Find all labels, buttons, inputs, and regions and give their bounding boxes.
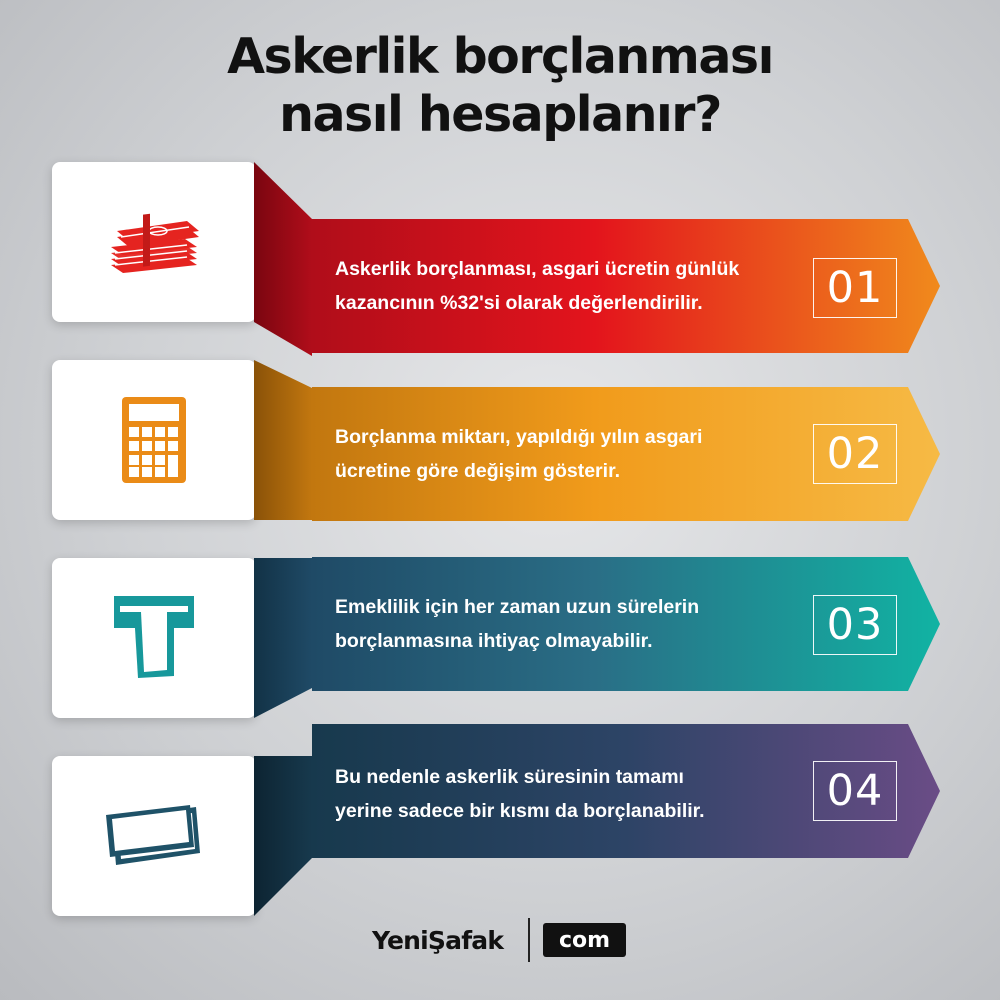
step-2-line-2: ücretine göre değişim gösterir. — [335, 460, 620, 482]
step-1-text — [335, 252, 805, 320]
atm-receipt-icon — [114, 596, 194, 680]
money-stack-icon — [107, 209, 201, 275]
step-4 — [0, 756, 1000, 926]
step-1-number: 01 — [813, 258, 897, 318]
step-1-icon-card — [52, 162, 256, 322]
step-2-line-1: Borçlanma miktarı, yapıldığı yılın asgari — [335, 426, 703, 448]
step-3-fold — [254, 558, 316, 752]
step-2-number: 02 — [813, 424, 897, 484]
domain-badge[interactable]: com — [543, 923, 626, 957]
footer — [0, 918, 1000, 966]
calculator-icon — [122, 397, 186, 483]
step-4-icon-card — [52, 756, 256, 916]
page-title — [0, 28, 1000, 144]
step-2-fold — [254, 360, 316, 554]
step-1-line-1: Askerlik borçlanması, asgari ücretin günlük — [335, 258, 740, 280]
brand-logo[interactable]: YeniŞafak — [372, 926, 504, 955]
step-4-text — [335, 760, 805, 828]
step-3-line-2: borçlanmasına ihtiyaç olmayabilir. — [335, 630, 653, 652]
title-line-2: nasıl hesaplanır? — [279, 86, 721, 143]
step-3-text — [335, 590, 805, 658]
step-3-icon-card — [52, 558, 256, 718]
step-2-text — [335, 420, 805, 488]
step-4-number: 04 — [813, 761, 897, 821]
step-3 — [0, 558, 1000, 728]
step-1 — [0, 162, 1000, 332]
step-4-line-1: Bu nedenle askerlik süresinin tamamı — [335, 766, 684, 788]
footer-divider — [528, 918, 530, 962]
banknotes-icon — [104, 805, 204, 867]
step-1-fold — [254, 162, 316, 356]
step-3-line-1: Emeklilik için her zaman uzun sürelerin — [335, 596, 700, 618]
step-3-number: 03 — [813, 595, 897, 655]
step-2 — [0, 360, 1000, 530]
step-2-icon-card — [52, 360, 256, 520]
step-4-line-2: yerine sadece bir kısmı da borçlanabilir. — [335, 800, 705, 822]
step-1-line-2: kazancının %32'si olarak değerlendirilir. — [335, 292, 703, 314]
title-line-1: Askerlik borçlanması — [227, 28, 773, 85]
